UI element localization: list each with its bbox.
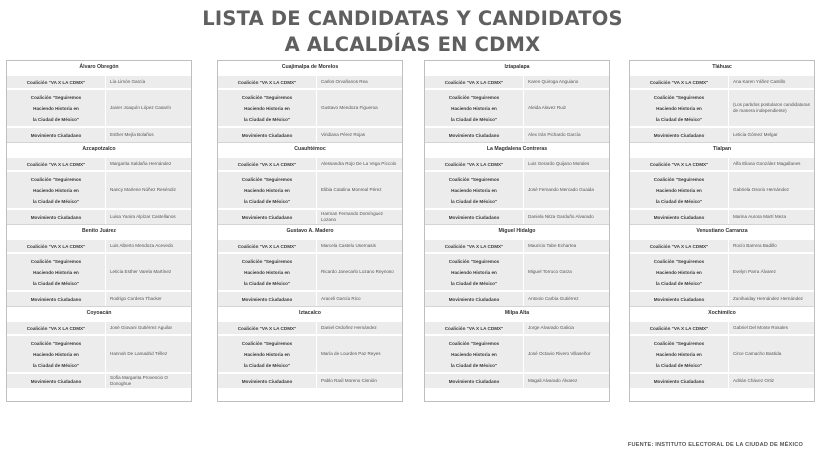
district-name: Xochimilco	[630, 307, 814, 320]
candidate-name: Luis Alberto Mendoza Acevedo	[105, 240, 191, 252]
candidate-name: Harman Fernando Domínguez Lozano	[316, 210, 402, 224]
party-va: Coalición "VA X LA CDMX"	[26, 243, 86, 249]
candidate-row-mc	[425, 208, 609, 224]
party-seguiremos-line-2: Haciendo Historia en	[244, 269, 290, 275]
party-seguiremos-line-1: Coalición "Seguiremos	[30, 176, 82, 182]
party-mc: Movimiento Ciudadano	[448, 214, 500, 220]
party-seguiremos-line-2: Haciendo Historia en	[451, 351, 497, 357]
district-name: Coyoacán	[7, 307, 191, 320]
party-seguiremos-line-2: Haciendo Historia en	[656, 269, 702, 275]
party-seguiremos-line-1: Coalición "Seguiremos	[653, 340, 705, 346]
party-mc: Movimiento Ciudadano	[241, 378, 293, 384]
party-seguiremos-line-3: la Ciudad de México"	[243, 116, 291, 122]
party-seguiremos	[425, 92, 523, 125]
candidate-row-seguiremos	[425, 252, 609, 290]
candidate-row-seguiremos	[425, 88, 609, 126]
candidate-row-mc	[425, 372, 609, 388]
party-seguiremos	[218, 256, 316, 289]
party-seguiremos-line-2: Haciendo Historia en	[244, 351, 290, 357]
party-seguiremos-line-1: Coalición "Seguiremos	[653, 258, 705, 264]
candidate-row-va	[630, 320, 814, 334]
candidate-row-mc	[630, 372, 814, 388]
district-table-column-3	[424, 60, 610, 402]
candidate-name: Margarita Saldaña Hernández	[105, 158, 191, 170]
party-mc: Movimiento Ciudadano	[30, 296, 82, 302]
district-section	[425, 306, 609, 388]
candidate-name: Alessandra Rojo De La Vega Píccolo	[316, 158, 402, 170]
party-seguiremos-line-1: Coalición "Seguiremos	[241, 176, 293, 182]
district-name: Venustiano Carranza	[630, 225, 814, 238]
candidate-row-mc	[7, 372, 191, 388]
district-section	[425, 61, 609, 142]
party-seguiremos	[7, 92, 105, 125]
party-seguiremos-line-1: Coalición "Seguiremos	[653, 176, 705, 182]
party-va: Coalición "VA X LA CDMX"	[649, 161, 709, 167]
party-seguiremos-line-1: Coalición "Seguiremos	[448, 176, 500, 182]
district-section	[7, 142, 191, 224]
district-table-column-4	[629, 60, 815, 402]
candidate-name: Elibia Catalina Monreal Pérez	[316, 172, 402, 208]
candidate-row-seguiremos	[7, 252, 191, 290]
party-va: Coalición "VA X LA CDMX"	[444, 243, 504, 249]
candidate-row-seguiremos	[425, 170, 609, 208]
party-seguiremos-line-3: la Ciudad de México"	[243, 280, 291, 286]
candidate-name: Miguel Torruco Garza	[523, 254, 609, 290]
party-seguiremos-line-2: Haciendo Historia en	[656, 187, 702, 193]
party-mc: Movimiento Ciudadano	[653, 378, 705, 384]
candidate-row-va	[630, 74, 814, 88]
candidate-name: Pablo Raúl Moreno Cisnión	[316, 374, 402, 388]
party-va: Coalición "VA X LA CDMX"	[444, 161, 504, 167]
district-name: Iztapalapa	[425, 61, 609, 74]
candidate-row-va	[7, 74, 191, 88]
district-name: Tlalpan	[630, 143, 814, 156]
party-mc: Movimiento Ciudadano	[241, 132, 293, 138]
party-seguiremos-line-3: la Ciudad de México"	[450, 362, 498, 368]
party-seguiremos-line-1: Coalición "Seguiremos	[241, 94, 293, 100]
party-va: Coalición "VA X LA CDMX"	[26, 325, 86, 331]
party-seguiremos-line-2: Haciendo Historia en	[33, 187, 79, 193]
candidate-name: Esther Mejía Bolaños	[105, 128, 191, 142]
candidate-name: Gustavo Mendoza Figueroa	[316, 90, 402, 126]
candidate-name: Antonio Carbia Gutiérrez	[523, 292, 609, 306]
party-seguiremos-line-3: la Ciudad de México"	[450, 116, 498, 122]
candidate-row-va	[7, 320, 191, 334]
candidate-name: Ana Karen Yáñez Castillo	[728, 76, 814, 88]
candidate-name: Daniela Nitza Garduño Alvarado	[523, 210, 609, 224]
candidate-row-seguiremos	[218, 88, 402, 126]
party-seguiremos-line-2: Haciendo Historia en	[656, 351, 702, 357]
district-section	[7, 306, 191, 388]
candidate-name: Aleida Alavez Ruiz	[523, 90, 609, 126]
candidate-name: Zunihaiday Hernández Hernández	[728, 292, 814, 306]
district-name: Gustavo A. Madero	[218, 225, 402, 238]
candidate-name: José Fernando Mercado Guaida	[523, 172, 609, 208]
district-name: Miguel Hidalgo	[425, 225, 609, 238]
candidate-row-va	[425, 156, 609, 170]
candidate-name: José Giovani Gutiérrez Aguilar	[105, 322, 191, 334]
party-seguiremos	[7, 174, 105, 207]
party-mc: Movimiento Ciudadano	[30, 132, 82, 138]
candidate-name: Marcela Castelu Usernasis	[316, 240, 402, 252]
party-seguiremos-line-2: Haciendo Historia en	[451, 187, 497, 193]
party-mc: Movimiento Ciudadano	[653, 296, 705, 302]
district-section	[218, 306, 402, 388]
party-seguiremos-line-2: Haciendo Historia en	[656, 105, 702, 111]
candidate-row-mc	[630, 290, 814, 306]
district-section	[630, 61, 814, 142]
party-mc: Movimiento Ciudadano	[448, 132, 500, 138]
candidate-row-va	[218, 156, 402, 170]
candidate-row-va	[7, 238, 191, 252]
party-seguiremos	[630, 256, 728, 289]
party-va: Coalición "VA X LA CDMX"	[237, 79, 297, 85]
party-seguiremos-line-3: la Ciudad de México"	[32, 280, 80, 286]
party-seguiremos-line-2: Haciendo Historia en	[244, 187, 290, 193]
district-section	[218, 224, 402, 306]
candidate-row-mc	[425, 126, 609, 142]
party-va: Coalición "VA X LA CDMX"	[26, 161, 86, 167]
party-va: Coalición "VA X LA CDMX"	[444, 325, 504, 331]
party-va: Coalición "VA X LA CDMX"	[237, 243, 297, 249]
party-seguiremos-line-3: la Ciudad de México"	[450, 198, 498, 204]
candidate-row-mc	[7, 208, 191, 224]
party-mc: Movimiento Ciudadano	[448, 378, 500, 384]
candidate-row-seguiremos	[7, 334, 191, 372]
party-seguiremos-line-3: la Ciudad de México"	[32, 198, 80, 204]
candidate-row-va	[7, 156, 191, 170]
party-seguiremos-line-1: Coalición "Seguiremos	[653, 94, 705, 100]
party-seguiremos-line-3: la Ciudad de México"	[32, 116, 80, 122]
candidate-name: (Los partidos postularon candidaturas de manera independiente)	[728, 90, 814, 126]
party-seguiremos-line-1: Coalición "Seguiremos	[241, 258, 293, 264]
party-seguiremos-line-1: Coalición "Seguiremos	[241, 340, 293, 346]
party-seguiremos-line-2: Haciendo Historia en	[33, 351, 79, 357]
party-va: Coalición "VA X LA CDMX"	[26, 79, 86, 85]
district-section	[7, 224, 191, 306]
party-seguiremos-line-2: Haciendo Historia en	[33, 269, 79, 275]
district-name: Cuauhtémoc	[218, 143, 402, 156]
party-seguiremos	[218, 92, 316, 125]
candidate-name: Sofía Margarita Provencio O Donoghue	[105, 374, 191, 388]
party-seguiremos-line-1: Coalición "Seguiremos	[30, 94, 82, 100]
candidate-name: Rodrigo Cordera Thacker	[105, 292, 191, 306]
party-mc: Movimiento Ciudadano	[241, 296, 293, 302]
page-title	[0, 6, 825, 58]
party-seguiremos	[630, 338, 728, 371]
candidate-row-seguiremos	[218, 252, 402, 290]
district-section	[218, 61, 402, 142]
candidate-name: Luisa Yanira Alpízar Castellanos	[105, 210, 191, 224]
candidate-row-mc	[218, 290, 402, 306]
party-va: Coalición "VA X LA CDMX"	[444, 79, 504, 85]
candidate-name: Javier Joaquín López Casarín	[105, 90, 191, 126]
party-seguiremos-line-3: la Ciudad de México"	[450, 280, 498, 286]
district-name: Iztacalco	[218, 307, 402, 320]
party-seguiremos-line-2: Haciendo Historia en	[451, 269, 497, 275]
district-section	[425, 142, 609, 224]
party-mc: Movimiento Ciudadano	[653, 132, 705, 138]
candidate-name: Karen Quiroga Anguiano	[523, 76, 609, 88]
party-va: Coalición "VA X LA CDMX"	[649, 243, 709, 249]
party-seguiremos	[425, 256, 523, 289]
candidate-row-va	[425, 320, 609, 334]
district-name: Azcapotzalco	[7, 143, 191, 156]
party-seguiremos-line-3: la Ciudad de México"	[243, 362, 291, 368]
district-name: Cuajimalpa de Morelos	[218, 61, 402, 74]
candidate-name: Mauricio Tabe Echartea	[523, 240, 609, 252]
party-seguiremos-line-3: la Ciudad de México"	[655, 280, 703, 286]
candidate-row-seguiremos	[218, 170, 402, 208]
candidate-name: Circe Camacho Bastida	[728, 336, 814, 372]
candidate-row-seguiremos	[630, 252, 814, 290]
title-line-1: LISTA DE CANDIDATAS Y CANDIDATOS	[202, 7, 623, 30]
source-note: FUENTE: INSTITUTO ELECTORAL DE LA CIUDAD DE MÉXICO	[627, 442, 803, 448]
candidate-name: Carlos Orvañanos Rea	[316, 76, 402, 88]
party-seguiremos-line-3: la Ciudad de México"	[655, 116, 703, 122]
candidate-name: Magali Alvarado Álvarez	[523, 374, 609, 388]
party-seguiremos-line-3: la Ciudad de México"	[655, 362, 703, 368]
candidate-name: Hannah De Lamadrid Téllez	[105, 336, 191, 372]
candidate-name: Daniel Ordoñez Hernández	[316, 322, 402, 334]
candidate-name: José Octavio Rivero Villaseñor	[523, 336, 609, 372]
candidate-name: Leticia Esther Varela Martínez	[105, 254, 191, 290]
candidate-row-va	[425, 238, 609, 252]
district-name: Tláhuac	[630, 61, 814, 74]
candidate-name: Alfa Eliana González Magallanes	[728, 158, 814, 170]
party-seguiremos-line-3: la Ciudad de México"	[243, 198, 291, 204]
candidate-row-mc	[218, 126, 402, 142]
party-seguiremos-line-3: la Ciudad de México"	[655, 198, 703, 204]
candidate-row-va	[218, 320, 402, 334]
candidate-name: Gabriela Osorio Hernández	[728, 172, 814, 208]
district-section	[630, 224, 814, 306]
party-mc: Movimiento Ciudadano	[30, 214, 82, 220]
party-mc: Movimiento Ciudadano	[241, 214, 293, 220]
party-seguiremos-line-3: la Ciudad de México"	[32, 362, 80, 368]
candidate-row-mc	[218, 208, 402, 224]
party-seguiremos-line-2: Haciendo Historia en	[33, 105, 79, 111]
party-mc: Movimiento Ciudadano	[448, 296, 500, 302]
party-seguiremos-line-1: Coalición "Seguiremos	[448, 258, 500, 264]
candidate-row-seguiremos	[7, 88, 191, 126]
candidate-name: Adrián Chávez Ortiz	[728, 374, 814, 388]
party-seguiremos	[7, 338, 105, 371]
district-name: Álvaro Obregón	[7, 61, 191, 74]
candidate-name: Evelyn Parra Álvarez	[728, 254, 814, 290]
candidate-row-seguiremos	[425, 334, 609, 372]
party-va: Coalición "VA X LA CDMX"	[237, 325, 297, 331]
candidate-row-seguiremos	[7, 170, 191, 208]
district-name: La Magdalena Contreras	[425, 143, 609, 156]
party-seguiremos	[218, 338, 316, 371]
candidate-name: Jorge Alvarado Galicia	[523, 322, 609, 334]
district-table-column-2	[217, 60, 403, 402]
title-line-2: A ALCALDÍAS EN CDMX	[284, 33, 541, 56]
party-seguiremos	[218, 174, 316, 207]
candidate-row-seguiremos	[218, 334, 402, 372]
candidate-name: Luis Gerardo Quijano Morales	[523, 158, 609, 170]
party-seguiremos	[7, 256, 105, 289]
candidate-row-mc	[425, 290, 609, 306]
party-va: Coalición "VA X LA CDMX"	[649, 325, 709, 331]
candidate-row-va	[218, 74, 402, 88]
candidate-name: Araceli García Rico	[316, 292, 402, 306]
candidate-name: Rocío Barrera Badillo	[728, 240, 814, 252]
candidate-row-seguiremos	[630, 170, 814, 208]
candidate-name: María de Lourdes Paz Reyes	[316, 336, 402, 372]
party-va: Coalición "VA X LA CDMX"	[649, 79, 709, 85]
party-seguiremos-line-2: Haciendo Historia en	[244, 105, 290, 111]
party-mc: Movimiento Ciudadano	[653, 214, 705, 220]
candidate-name: Viridiana Pérez Rojas	[316, 128, 402, 142]
party-seguiremos-line-1: Coalición "Seguiremos	[30, 340, 82, 346]
candidate-row-mc	[630, 126, 814, 142]
party-seguiremos	[630, 92, 728, 125]
candidate-row-mc	[218, 372, 402, 388]
party-seguiremos-line-2: Haciendo Historia en	[451, 105, 497, 111]
party-seguiremos-line-1: Coalición "Seguiremos	[448, 94, 500, 100]
district-section	[630, 306, 814, 388]
candidate-name: Nancy Marlene Núñez Reséndiz	[105, 172, 191, 208]
candidate-name: Leticia Gómez Melgar	[728, 128, 814, 142]
candidate-row-mc	[630, 208, 814, 224]
candidate-row-mc	[7, 290, 191, 306]
candidate-row-va	[630, 238, 814, 252]
party-seguiremos-line-1: Coalición "Seguiremos	[448, 340, 500, 346]
party-va: Coalición "VA X LA CDMX"	[237, 161, 297, 167]
party-seguiremos	[630, 174, 728, 207]
district-name: Milpa Alta	[425, 307, 609, 320]
party-seguiremos-line-1: Coalición "Seguiremos	[30, 258, 82, 264]
candidate-row-va	[218, 238, 402, 252]
candidate-name: Gabriel Del Monte Rosales	[728, 322, 814, 334]
district-table-column-1	[6, 60, 192, 402]
party-seguiremos	[425, 174, 523, 207]
party-seguiremos	[425, 338, 523, 371]
candidate-row-seguiremos	[630, 334, 814, 372]
candidate-name: Alex Irán Pichardo García	[523, 128, 609, 142]
candidate-name: Ricardo Janecarlo Lozano Reynoso	[316, 254, 402, 290]
district-name: Benito Juárez	[7, 225, 191, 238]
candidate-row-mc	[7, 126, 191, 142]
candidate-row-seguiremos	[630, 88, 814, 126]
district-section	[7, 61, 191, 142]
candidate-name: Lía Limón García	[105, 76, 191, 88]
candidate-row-va	[425, 74, 609, 88]
party-mc: Movimiento Ciudadano	[30, 378, 82, 384]
candidate-name: Marina Aurora Martí Meza	[728, 210, 814, 224]
district-section	[425, 224, 609, 306]
candidate-row-va	[630, 156, 814, 170]
district-section	[218, 142, 402, 224]
district-section	[630, 142, 814, 224]
